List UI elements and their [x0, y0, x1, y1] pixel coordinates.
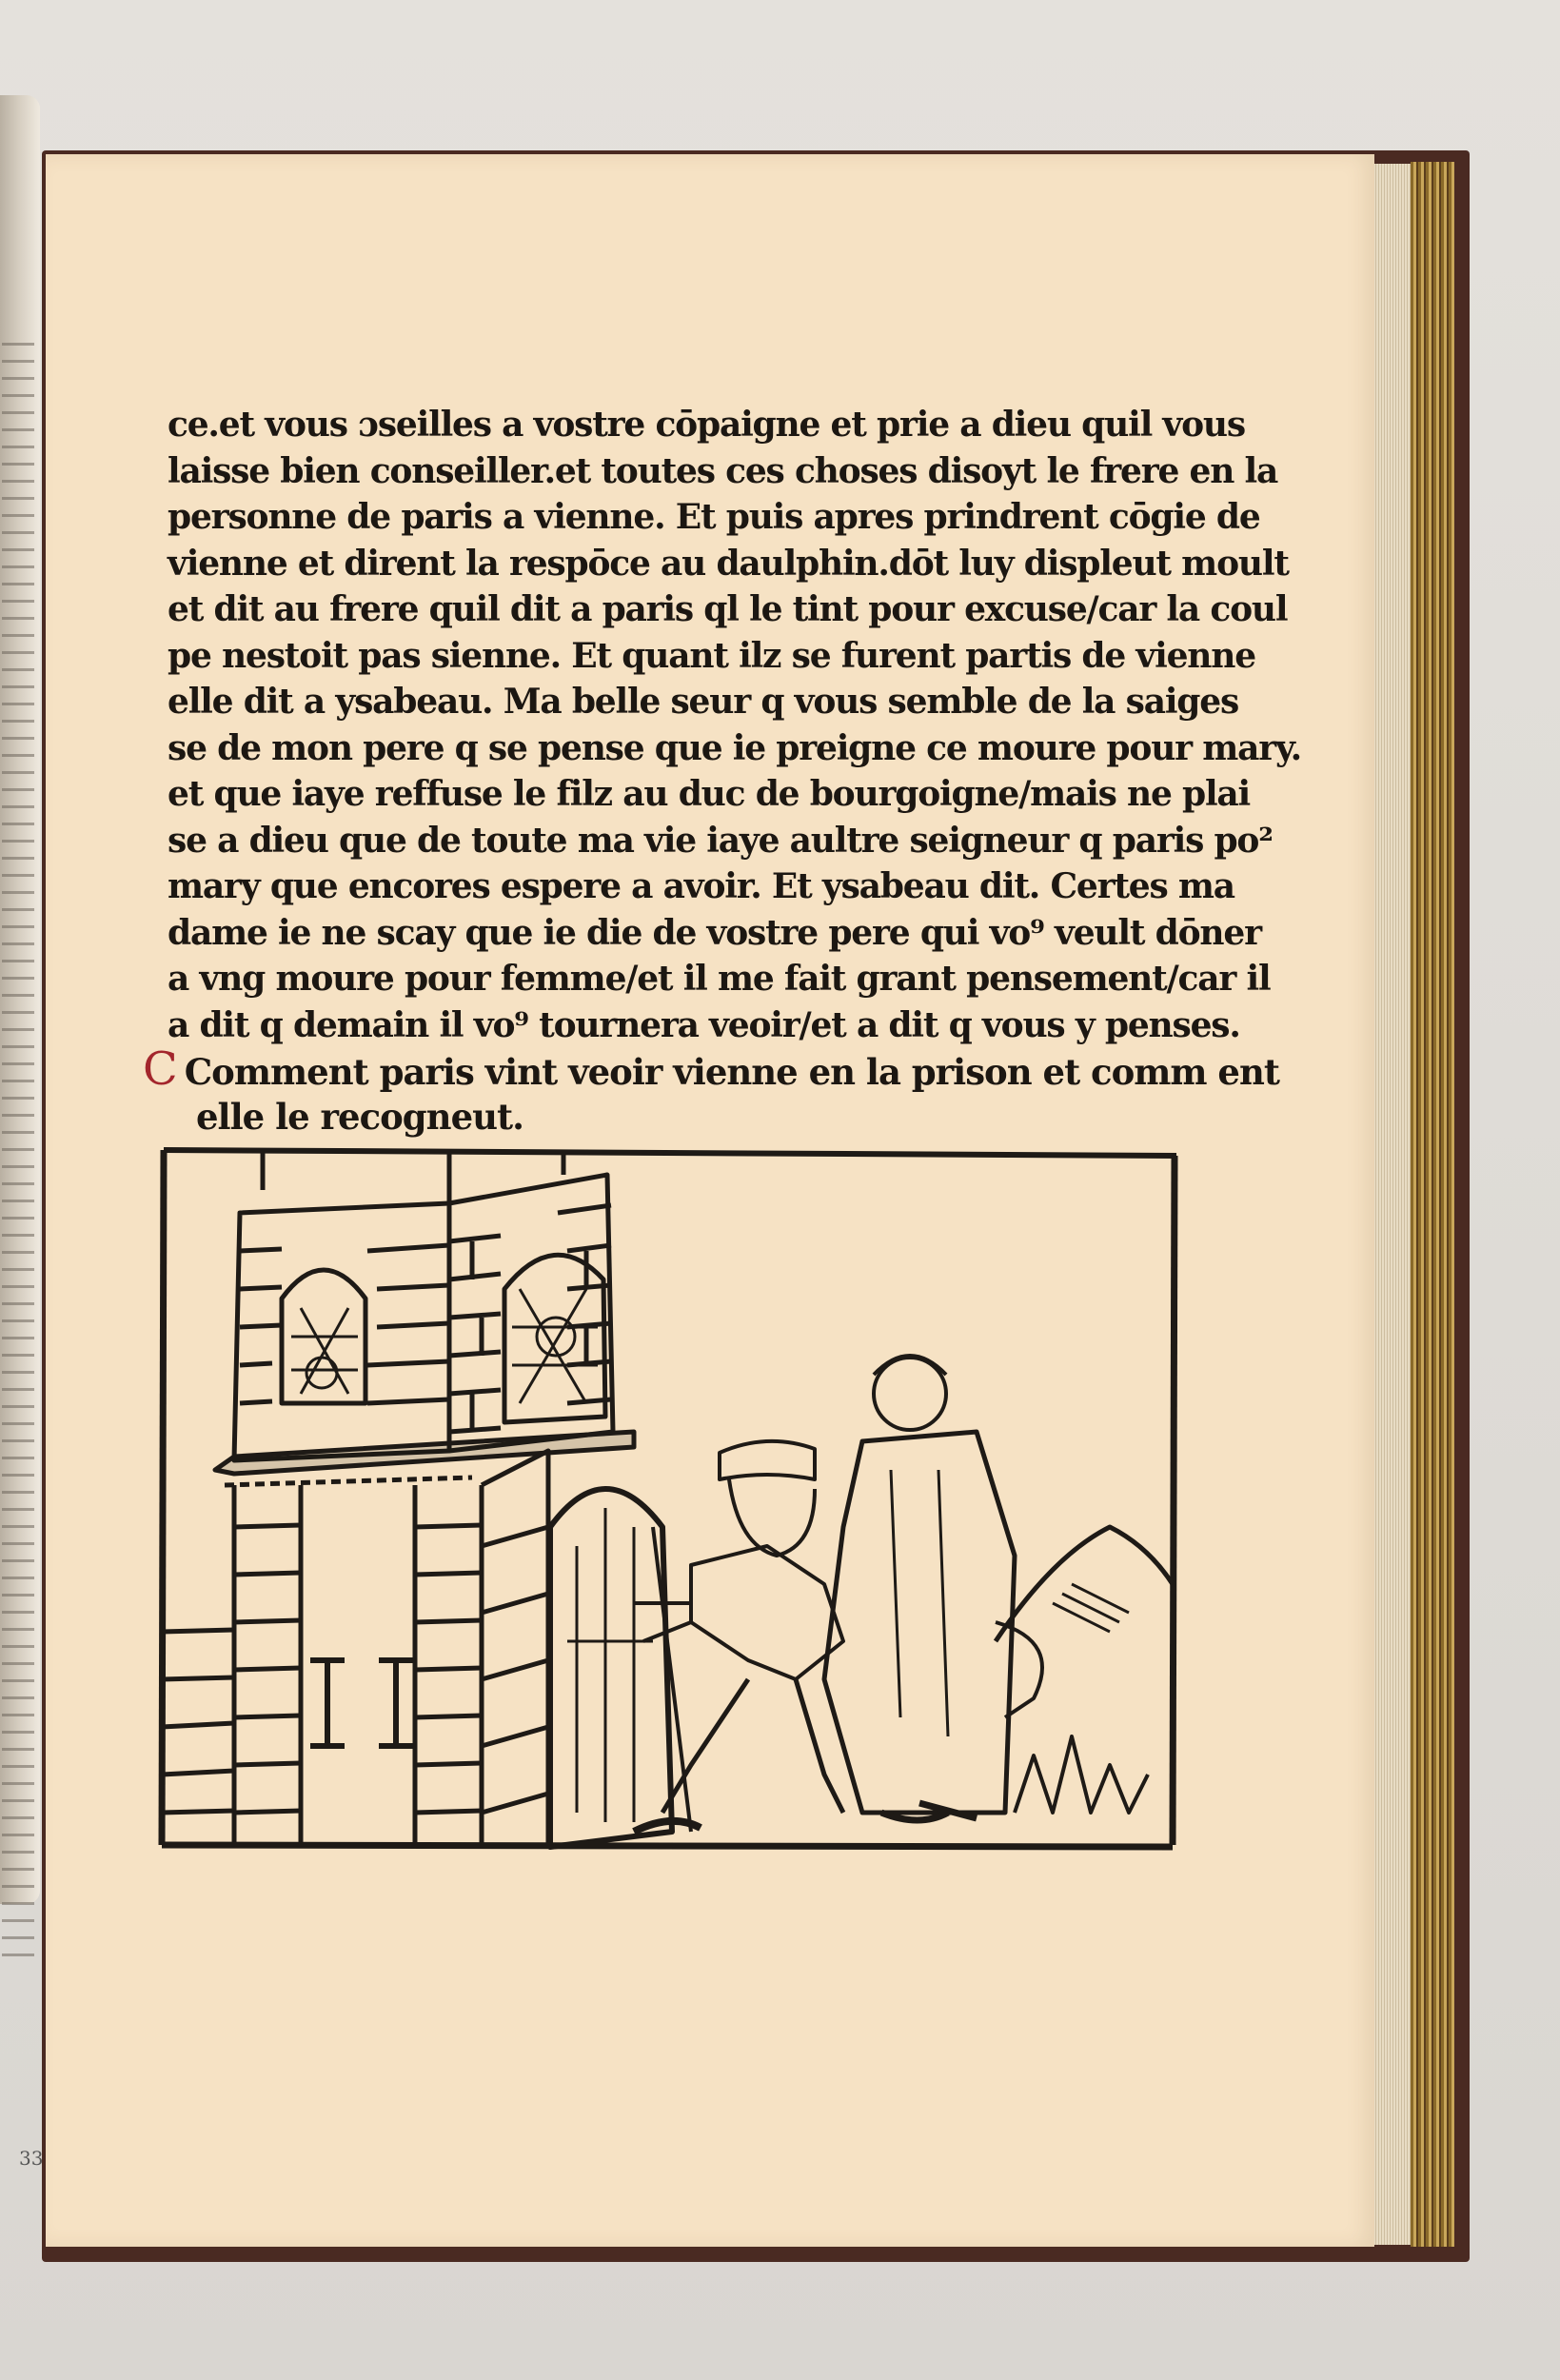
heading-line-2: elle le recogneut. — [196, 1096, 523, 1138]
text-line: vienne et dirent la respōce au daulphin.dōt luy displeut moult — [168, 543, 1289, 584]
text-line: et dit au frere quil dit a paris ql le tint pour excuse/car la coul — [168, 589, 1288, 629]
text-line: pe nestoit pas sienne. Et quant ilz se furent partis de vienne — [168, 635, 1255, 676]
text-line: mary que encores espere a avoir. Et ysabeau dit. Certes ma — [168, 866, 1234, 906]
woodcut-illustration — [158, 1146, 1180, 1851]
page-edges — [1371, 164, 1414, 2245]
chapter-heading — [143, 1042, 1279, 1140]
heading-line-1: Comment paris vint veoir vienne en la prison et comm ent — [184, 1051, 1279, 1093]
previous-page-edge — [0, 95, 40, 1904]
text-line: se de mon pere q se pense que ie preigne ce moure pour mary. — [168, 727, 1301, 768]
text-line: dame ie ne scay que ie die de vostre pere qui vo⁹ veult dōner — [168, 912, 1261, 953]
body-text — [168, 402, 1301, 1048]
gilt-binding-edge — [1411, 162, 1454, 2247]
text-line: se a dieu que de toute ma vie iaye aultre seigneur q paris po² — [168, 820, 1273, 861]
rubricated-initial: C — [143, 1042, 177, 1096]
text-line: elle dit a ysabeau. Ma belle seur q vous semble de la saiges — [168, 682, 1239, 722]
text-line: a dit q demain il vo⁹ tournera veoir/et a dit q vous y penses. — [168, 1004, 1240, 1045]
text-line: a vng moure pour femme/et il me fait grant pensement/car il — [168, 959, 1271, 999]
text-line: et que iaye reffuse le filz au duc de bourgoigne/mais ne plai — [168, 774, 1251, 814]
text-line: laisse bien conseiller.et toutes ces choses disoyt le frere en la — [168, 450, 1278, 491]
text-line: ce.et vous ɔseilles a vostre cōpaigne et prie a dieu quil vous — [168, 405, 1245, 445]
page-number: 33 — [19, 2147, 44, 2170]
text-line: personne de paris a vienne. Et puis apres prindrent cōgie de — [168, 497, 1260, 537]
